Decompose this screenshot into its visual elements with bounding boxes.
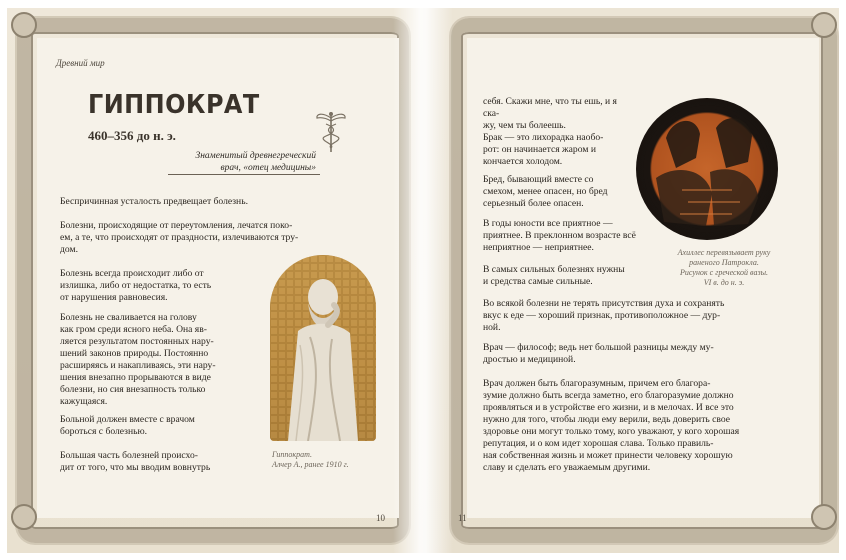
text-line: бороться с болезнью. <box>60 426 148 437</box>
text-line: Больной должен вместе с врачом <box>60 414 195 425</box>
text-line: неприятное — неприятнее. <box>483 242 594 253</box>
text-line: кажущаяся. <box>60 396 108 407</box>
frame-corner-ornament <box>811 12 837 38</box>
aphorism-paragraph <box>483 174 633 210</box>
hippocrates-portrait-image <box>270 255 376 441</box>
page-number-right: 11 <box>458 513 467 523</box>
text-line: В годы юности все приятное — <box>483 218 613 229</box>
text-line: славу и сделать его уважаемым другими. <box>483 462 651 473</box>
portrait-caption <box>272 450 382 470</box>
text-line: излишка, либо от недостатка, то есть <box>60 280 212 291</box>
text-line: проявляться и в устройстве его жизни, и в мелочах. И все это <box>483 402 734 413</box>
text-line: ляется результатом постоянных нару- <box>60 336 214 347</box>
text-line: В самых сильных болезнях нужны <box>483 264 625 275</box>
text-line: Врач — философ; ведь нет большой разницы между му- <box>483 342 714 353</box>
text-line: рот: он начинается жаром и <box>483 144 596 155</box>
text-line: шения внезапно прорываются в виде <box>60 372 211 383</box>
text-line: кончается холодом. <box>483 156 563 167</box>
text-line: себя. Скажи мне, что ты ешь, и я ска- <box>483 96 617 119</box>
text-line: ная собственная жизнь и может принести человеку хорошую <box>483 450 733 461</box>
subtitle-line: Знаменитый древнегреческий <box>195 151 316 161</box>
subtitle-rule <box>168 174 320 175</box>
text-line: репутация, и о ком идет хорошая слава. Только правиль- <box>483 438 714 449</box>
text-line: Брак — это лихорадка наобо- <box>483 132 604 143</box>
frame-corner-ornament <box>11 504 37 530</box>
book-gutter <box>393 8 453 553</box>
text-line: дит от того, что мы вводим вовнутрь <box>60 462 211 473</box>
text-line: приятнее. В преклонном возрасте всё <box>483 230 636 241</box>
subtitle-line: врач, «отец медицины» <box>220 163 316 173</box>
text-line: Болезнь не сваливается на голову <box>60 312 197 323</box>
aphorism-paragraph <box>483 298 783 334</box>
text-line: как гром среди ясного неба. Она яв- <box>60 324 207 335</box>
text-line: зумие должно быть всегда заметно, его благоразумие должно <box>483 390 734 401</box>
aphorism-paragraph <box>483 342 783 366</box>
aphorism-paragraph <box>483 132 633 168</box>
text-line: дом. <box>60 244 78 255</box>
aphorism-paragraph <box>60 268 265 304</box>
aphorism-paragraph <box>60 312 265 408</box>
text-line: и средства самые сильные. <box>483 276 593 287</box>
caption-line: VI в. до н. э. <box>703 278 745 287</box>
text-line: ем, а те, что происходят от праздности, излечиваются тру- <box>60 232 299 243</box>
text-line: нужно для того, чтобы люди ему верили, ведь доверить свое <box>483 414 731 425</box>
frame-corner-ornament <box>811 504 837 530</box>
caption-line: Гиппократ. <box>272 450 313 459</box>
page-title: ГИППОКРАТ <box>88 90 260 120</box>
aphorism-paragraph <box>60 220 372 256</box>
aphorism-paragraph <box>60 450 265 474</box>
text-line: Большая часть болезней происхо- <box>60 450 198 461</box>
text-line: болезни, но сия внезапность только <box>60 384 206 395</box>
aphorism-paragraph <box>483 96 633 132</box>
caduceus-icon <box>314 110 348 154</box>
aphorism-paragraph <box>483 264 653 288</box>
vase-caption <box>664 248 784 288</box>
text-line: жу, чем ты болеешь. <box>483 120 566 131</box>
caption-line: Рисунок с греческой вазы. <box>680 268 768 277</box>
text-line: Во всякой болезни не терять присутствия духа и сохранять <box>483 298 725 309</box>
aphorism-paragraph <box>60 196 372 208</box>
greek-vase-image <box>636 98 778 240</box>
life-dates: 460–356 до н. э. <box>88 128 176 143</box>
caption-line: Ахиллес перевязывает руку <box>677 248 771 257</box>
aphorism-paragraph <box>483 378 783 474</box>
subtitle <box>176 150 316 174</box>
section-header: Древний мир <box>56 58 105 68</box>
frame-corner-ornament <box>11 12 37 38</box>
text-line: смехом, менее опасен, но бред <box>483 186 608 197</box>
text-line: ной. <box>483 322 501 333</box>
text-line: Болезни, происходящие от переутомления, лечатся поко- <box>60 220 293 231</box>
aphorism-paragraph <box>483 218 653 254</box>
caption-line: Алчер А., ранее 1910 г. <box>272 460 349 469</box>
text-line: расширяясь и накапливаясь, эти нару- <box>60 360 216 371</box>
text-line: серьезный более опасен. <box>483 198 584 209</box>
text-line: вкус к еде — хороший признак, противоположное — дур- <box>483 310 721 321</box>
text-line: от нарушения равновесия. <box>60 292 168 303</box>
text-line: Врач должен быть благоразумным, причем его благора- <box>483 378 711 389</box>
text-line: здоровье они могут только тому, кого уважают, у кого хорошая <box>483 426 740 437</box>
page-number-left: 10 <box>376 513 385 523</box>
text-line: дростью и медициной. <box>483 354 576 365</box>
caption-line: раненого Патрокла. <box>689 258 759 267</box>
text-line: Болезнь всегда происходит либо от <box>60 268 204 279</box>
text-line: Беспричинная усталость предвещает болезнь. <box>60 196 248 207</box>
text-line: Бред, бывающий вместе со <box>483 174 594 185</box>
text-line: шений законов природы. Постоянно <box>60 348 209 359</box>
aphorism-paragraph <box>60 414 265 438</box>
